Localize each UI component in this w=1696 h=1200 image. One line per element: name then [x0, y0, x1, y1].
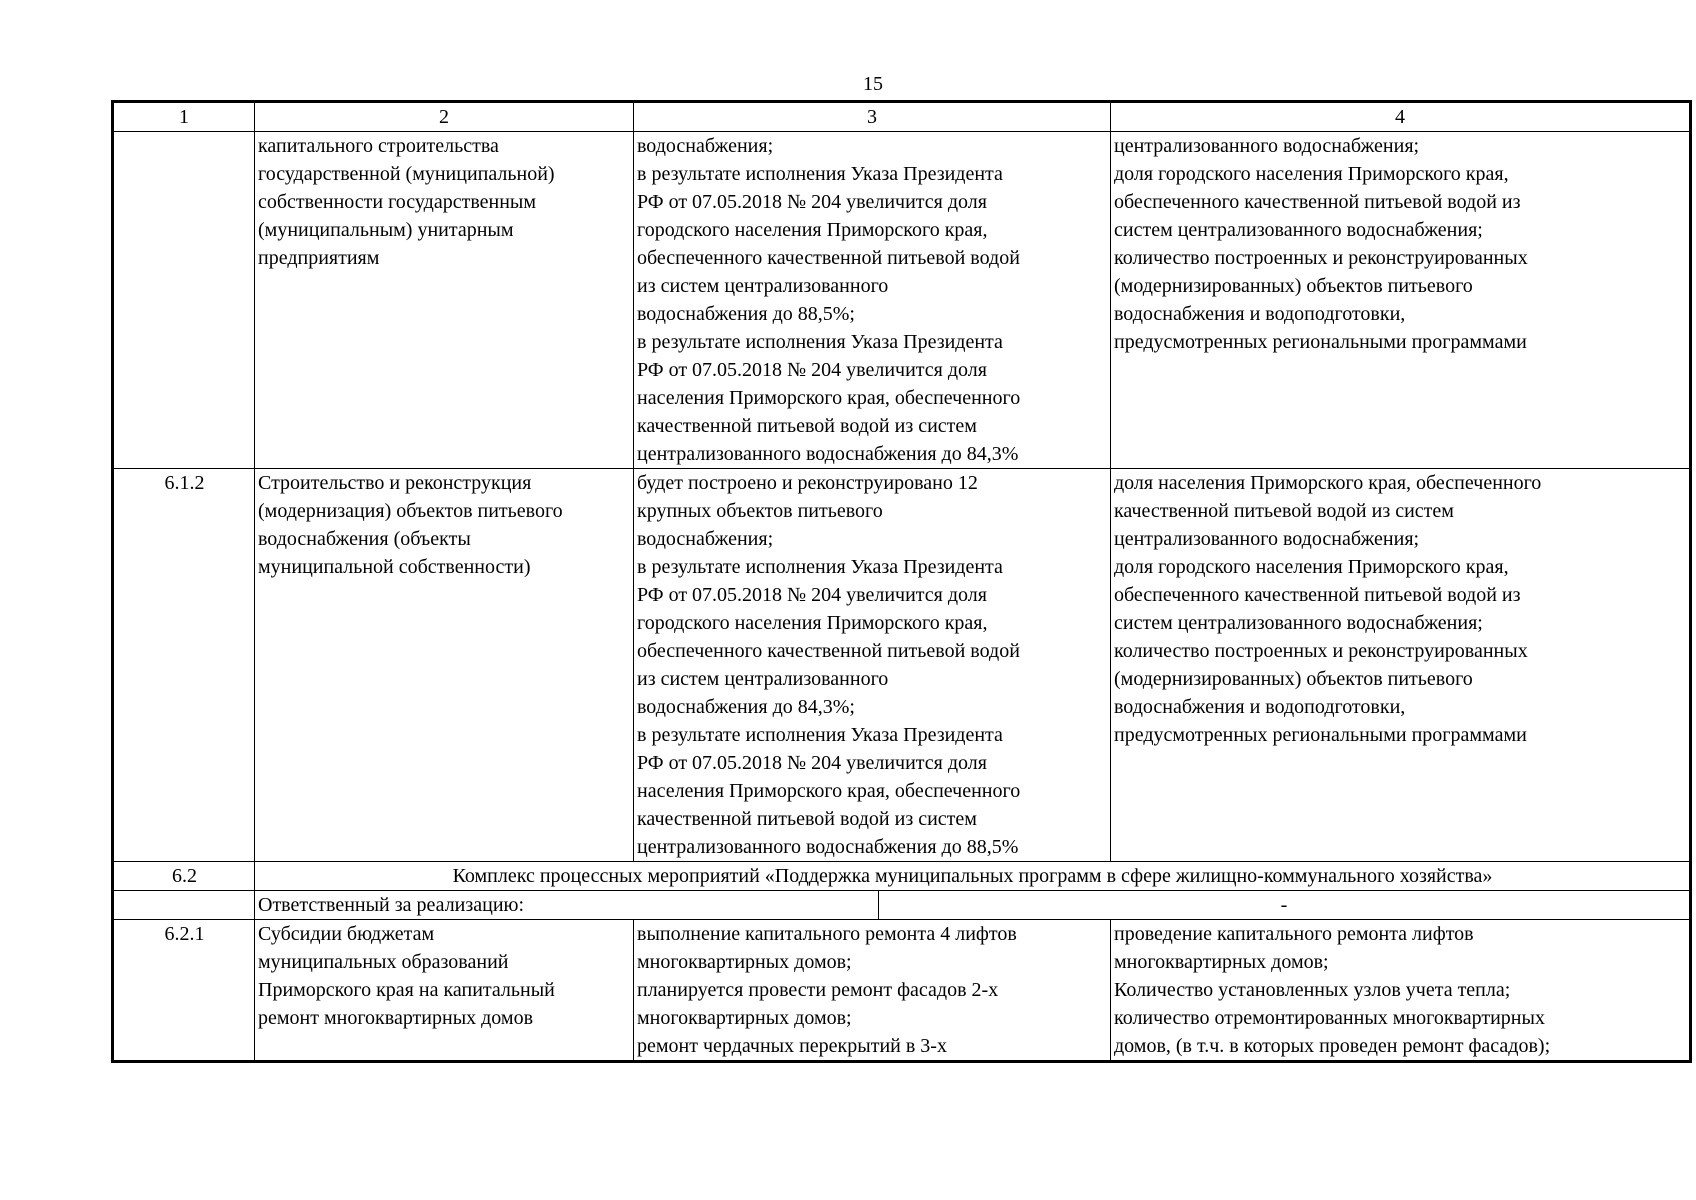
- cell-text-line: государственной (муниципальной): [258, 163, 555, 185]
- cell-text-line: планируется провести ремонт фасадов 2-х: [637, 979, 999, 1001]
- cell-text-line: централизованного водоснабжения;: [1114, 135, 1420, 157]
- cell-text-line: РФ от 07.05.2018 № 204 увеличится доля: [637, 584, 987, 606]
- table-row-6-2-1: [113, 920, 1691, 1062]
- cell-text-line: систем централизованного водоснабжения;: [1114, 219, 1483, 241]
- measure-name-cell: [255, 920, 634, 1062]
- cell-text-line: крупных объектов питьевого: [637, 500, 883, 522]
- cell-text-line: ремонт многоквартирных домов: [258, 1007, 534, 1029]
- indicator-link-cell: [1111, 920, 1691, 1062]
- cell-text-line: водоснабжения и водоподготовки,: [1114, 303, 1406, 325]
- responsible-value: -: [1280, 894, 1288, 916]
- cell-text-line: (модернизация) объектов питьевого: [258, 500, 563, 522]
- cell-text-line: ремонт чердачных перекрытий в 3-х: [637, 1035, 947, 1057]
- row-number-cell: 6.2: [113, 862, 255, 891]
- header-col-4: 4: [1111, 102, 1691, 132]
- cell-text-line: Субсидии бюджетам: [258, 923, 435, 945]
- cell-text-line: будет построено и реконструировано 12: [637, 472, 978, 494]
- cell-text-line: Приморского края на капитальный: [258, 979, 555, 1001]
- row-number-cell: [113, 891, 255, 920]
- page-number: 15: [863, 73, 883, 95]
- cell-text-line: доля городского населения Приморского края,: [1114, 163, 1509, 185]
- cell-text-line: водоснабжения до 84,3%;: [637, 696, 855, 718]
- cell-text-line: централизованного водоснабжения до 84,3%: [637, 443, 1019, 465]
- cell-text-line: населения Приморского края, обеспеченного: [637, 780, 1021, 802]
- table-row-6-2: [113, 862, 1691, 891]
- cell-text-line: из систем централизованного: [637, 668, 889, 690]
- cell-text-line: домов, (в т.ч. в которых проведен ремонт фасадов);: [1114, 1035, 1551, 1057]
- table-header-row: [113, 102, 1691, 132]
- cell-text-line: в результате исполнения Указа Президента: [637, 163, 1003, 185]
- cell-text-line: обеспеченного качественной питьевой водой из: [1114, 584, 1521, 606]
- cell-text-line: РФ от 07.05.2018 № 204 увеличится доля: [637, 359, 987, 381]
- cell-text-line: предприятиям: [258, 247, 380, 269]
- cell-text-line: многоквартирных домов;: [637, 1007, 852, 1029]
- expected-result-cell: [634, 469, 1111, 862]
- responsible-cell: [255, 891, 1691, 920]
- expected-result-cell: [634, 920, 1111, 1062]
- measure-name-cell: [255, 132, 634, 469]
- cell-text-line: собственности государственным: [258, 191, 537, 213]
- cell-text-line: в результате исполнения Указа Президента: [637, 331, 1003, 353]
- cell-text-line: Строительство и реконструкция: [258, 472, 532, 494]
- cell-text-line: выполнение капитального ремонта 4 лифтов: [637, 923, 1017, 945]
- cell-text-line: водоснабжения;: [637, 135, 774, 157]
- measure-name-cell: [255, 469, 634, 862]
- cell-text-line: централизованного водоснабжения до 88,5%: [637, 836, 1019, 858]
- row-number-cell: 6.2.1: [113, 920, 255, 1062]
- cell-text-line: в результате исполнения Указа Президента: [637, 724, 1003, 746]
- cell-text-line: водоснабжения и водоподготовки,: [1114, 696, 1406, 718]
- cell-text-line: доля населения Приморского края, обеспеченного: [1114, 472, 1542, 494]
- cell-text-line: (муниципальным) унитарным: [258, 219, 514, 241]
- cell-text-line: количество построенных и реконструированных: [1114, 640, 1528, 662]
- cell-text-line: качественной питьевой водой из систем: [637, 415, 977, 437]
- cell-text-line: проведение капитального ремонта лифтов: [1114, 923, 1474, 945]
- cell-text-line: Количество установленных узлов учета тепла;: [1114, 979, 1511, 1001]
- table-row-responsible: [113, 891, 1691, 920]
- cell-text-line: населения Приморского края, обеспеченного: [637, 387, 1021, 409]
- cell-text-line: городского населения Приморского края,: [637, 219, 988, 241]
- process-complex-title: Комплекс процессных мероприятий «Поддержка муниципальных программ в сфере жилищно-коммунального хозяйства»: [255, 862, 1691, 891]
- header-col-3: 3: [634, 102, 1111, 132]
- expected-result-cell: [634, 132, 1111, 469]
- cell-text-line: количество построенных и реконструированных: [1114, 247, 1528, 269]
- header-col-1: 1: [113, 102, 255, 132]
- table-row-6-1-2: [113, 469, 1691, 862]
- row-number-cell: 6.1.2: [113, 469, 255, 862]
- cell-text-line: обеспеченного качественной питьевой водой: [637, 247, 1020, 269]
- cell-text-line: систем централизованного водоснабжения;: [1114, 612, 1483, 634]
- indicator-link-cell: [1111, 132, 1691, 469]
- cell-text-line: многоквартирных домов;: [1114, 951, 1329, 973]
- cell-text-line: доля городского населения Приморского края,: [1114, 556, 1509, 578]
- indicator-link-cell: [1111, 469, 1691, 862]
- cell-text-line: РФ от 07.05.2018 № 204 увеличится доля: [637, 752, 987, 774]
- cell-text-line: качественной питьевой водой из систем: [637, 808, 977, 830]
- cell-text-line: централизованного водоснабжения;: [1114, 528, 1420, 550]
- measures-table: [111, 100, 1692, 1063]
- cell-text-line: многоквартирных домов;: [637, 951, 852, 973]
- table-row-continuation: [113, 132, 1691, 469]
- header-col-2: 2: [255, 102, 634, 132]
- cell-text-line: в результате исполнения Указа Президента: [637, 556, 1003, 578]
- cell-text-line: городского населения Приморского края,: [637, 612, 988, 634]
- cell-text-line: муниципальной собственности): [258, 556, 531, 578]
- cell-text-line: из систем централизованного: [637, 275, 889, 297]
- cell-text-line: РФ от 07.05.2018 № 204 увеличится доля: [637, 191, 987, 213]
- responsible-label: Ответственный за реализацию:: [255, 891, 879, 919]
- cell-text-line: качественной питьевой водой из систем: [1114, 500, 1454, 522]
- cell-text-line: (модернизированных) объектов питьевого: [1114, 668, 1473, 690]
- cell-text-line: водоснабжения;: [637, 528, 774, 550]
- cell-text-line: (модернизированных) объектов питьевого: [1114, 275, 1473, 297]
- cell-text-line: водоснабжения (объекты: [258, 528, 471, 550]
- cell-text-line: количество отремонтированных многоквартирных: [1114, 1007, 1545, 1029]
- cell-text-line: предусмотренных региональными программами: [1114, 331, 1527, 353]
- cell-text-line: водоснабжения до 88,5%;: [637, 303, 855, 325]
- row-number-cell: [113, 132, 255, 469]
- cell-text-line: обеспеченного качественной питьевой водой: [637, 640, 1020, 662]
- cell-text-line: обеспеченного качественной питьевой водой из: [1114, 191, 1521, 213]
- cell-text-line: капитального строительства: [258, 135, 499, 157]
- cell-text-line: предусмотренных региональными программами: [1114, 724, 1527, 746]
- cell-text-line: муниципальных образований: [258, 951, 509, 973]
